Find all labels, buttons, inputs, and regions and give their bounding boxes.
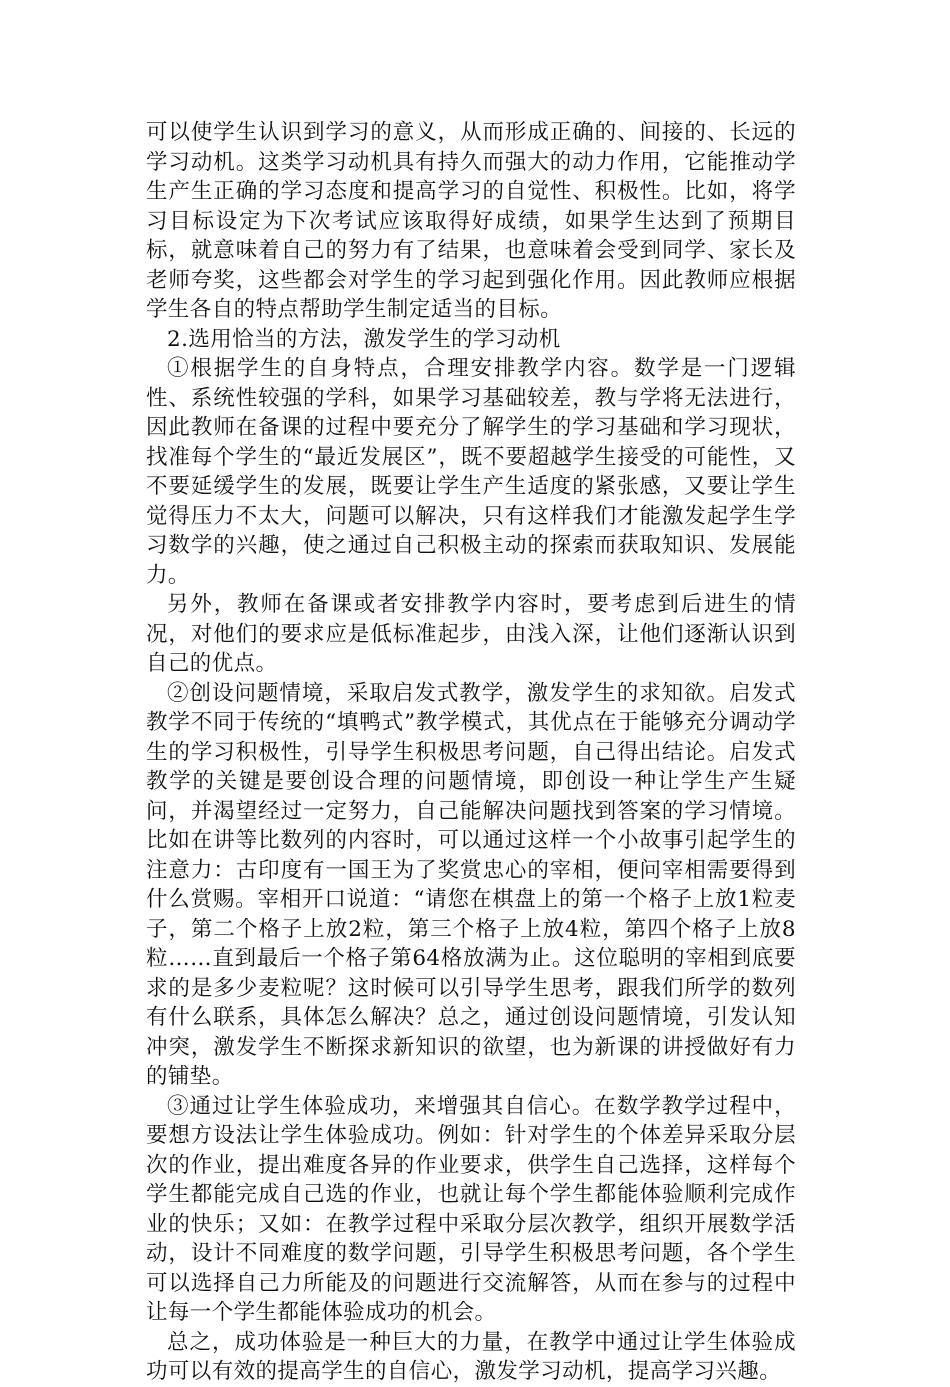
section-heading-methods: 2.选用恰当的方法，激发学生的学习动机 <box>167 326 561 352</box>
paragraph-conclusion: 总之，成功体验是一种巨大的力量，在教学中通过让学生体验成功可以有效的提高学生的自信心，激发学习动机，提高学习兴趣。 <box>146 1329 796 1384</box>
paragraph-point-1: ①根据学生的自身特点，合理安排教学内容。数学是一门逻辑性、系统性较强的学科，如果学习基础较差，教与学将无法进行，因此教师在备课的过程中要充分了解学生的学习基础和学习现状，找准每个学生的“最近发展区”，既不要超越学生接受的可能性，又不要延缓学生的发展，既要让学生产生适度的紧张感，又要让学生觉得压力不太大，问题可以解决，只有这样我们才能激发起学生学习数学的兴趣，使之通过自己积极主动的探索而获取知识、发展能力。 <box>146 356 796 588</box>
document-body <box>146 118 796 1387</box>
paragraph-point-2: ②创设问题情境，采取启发式教学，激发学生的求知欲。启发式教学不同于传统的“填鸭式”教学模式，其优点在于能够充分调动学生的学习积极性，引导学生积极思考问题，自己得出结论。启发式教学的关键是要创设合理的问题情境，即创设一种让学生产生疑问，并渴望经过一定努力，自己能解决问题找到答案的学习情境。比如在讲等比数列的内容时，可以通过这样一个小故事引起学生的注意力：古印度有一国王为了奖赏忠心的宰相，便问宰相需要得到什么赏赐。宰相开口说道：“请您在棋盘上的第一个格子上放1粒麦子，第二个格子上放2粒，第三个格子上放4粒，第四个格子上放8粒……直到最后一个格子第64格放满为止。这位聪明的宰相到底要求的是多少麦粒呢？这时候可以引导学生思考，跟我们所学的数列有什么联系，具体怎么解决？总之，通过创设问题情境，引发认知冲突，激发学生不断探求新知识的欲望，也为新课的讲授做好有力的铺垫。 <box>146 680 796 1089</box>
paragraph-goal-motivation: 可以使学生认识到学习的意义，从而形成正确的、间接的、长远的学习动机。这类学习动机具有持久而强大的动力作用，它能推动学生产生正确的学习态度和提高学习的自觉性、积极性。比如，将学习目标设定为下次考试应该取得好成绩，如果学生达到了预期目标，就意味着自己的努力有了结果，也意味着会受到同学、家长及老师夸奖，这些都会对学生的学习起到强化作用。因此教师应根据学生各自的特点帮助学生制定适当的目标。 <box>146 120 796 322</box>
paragraph-underachievers: 另外，教师在备课或者安排教学内容时，要考虑到后进生的情况，对他们的要求应是低标准起步，由浅入深，让他们逐渐认识到自己的优点。 <box>146 592 796 676</box>
paragraph-point-3: ③通过让学生体验成功，来增强其自信心。在数学教学过程中，要想方设法让学生体验成功。例如：针对学生的个体差异采取分层次的作业，提出难度各异的作业要求，供学生自己选择，这样每个学生都能完成自己选的作业，也就让每个学生都能体验顺利完成作业的快乐；又如：在教学过程中采取分层次教学，组织开展数学活动，设计不同难度的数学问题，引导学生积极思考问题，各个学生可以选择自己力所能及的问题进行交流解答，从而在参与的过程中让每一个学生都能体验成功的机会。 <box>146 1093 796 1325</box>
